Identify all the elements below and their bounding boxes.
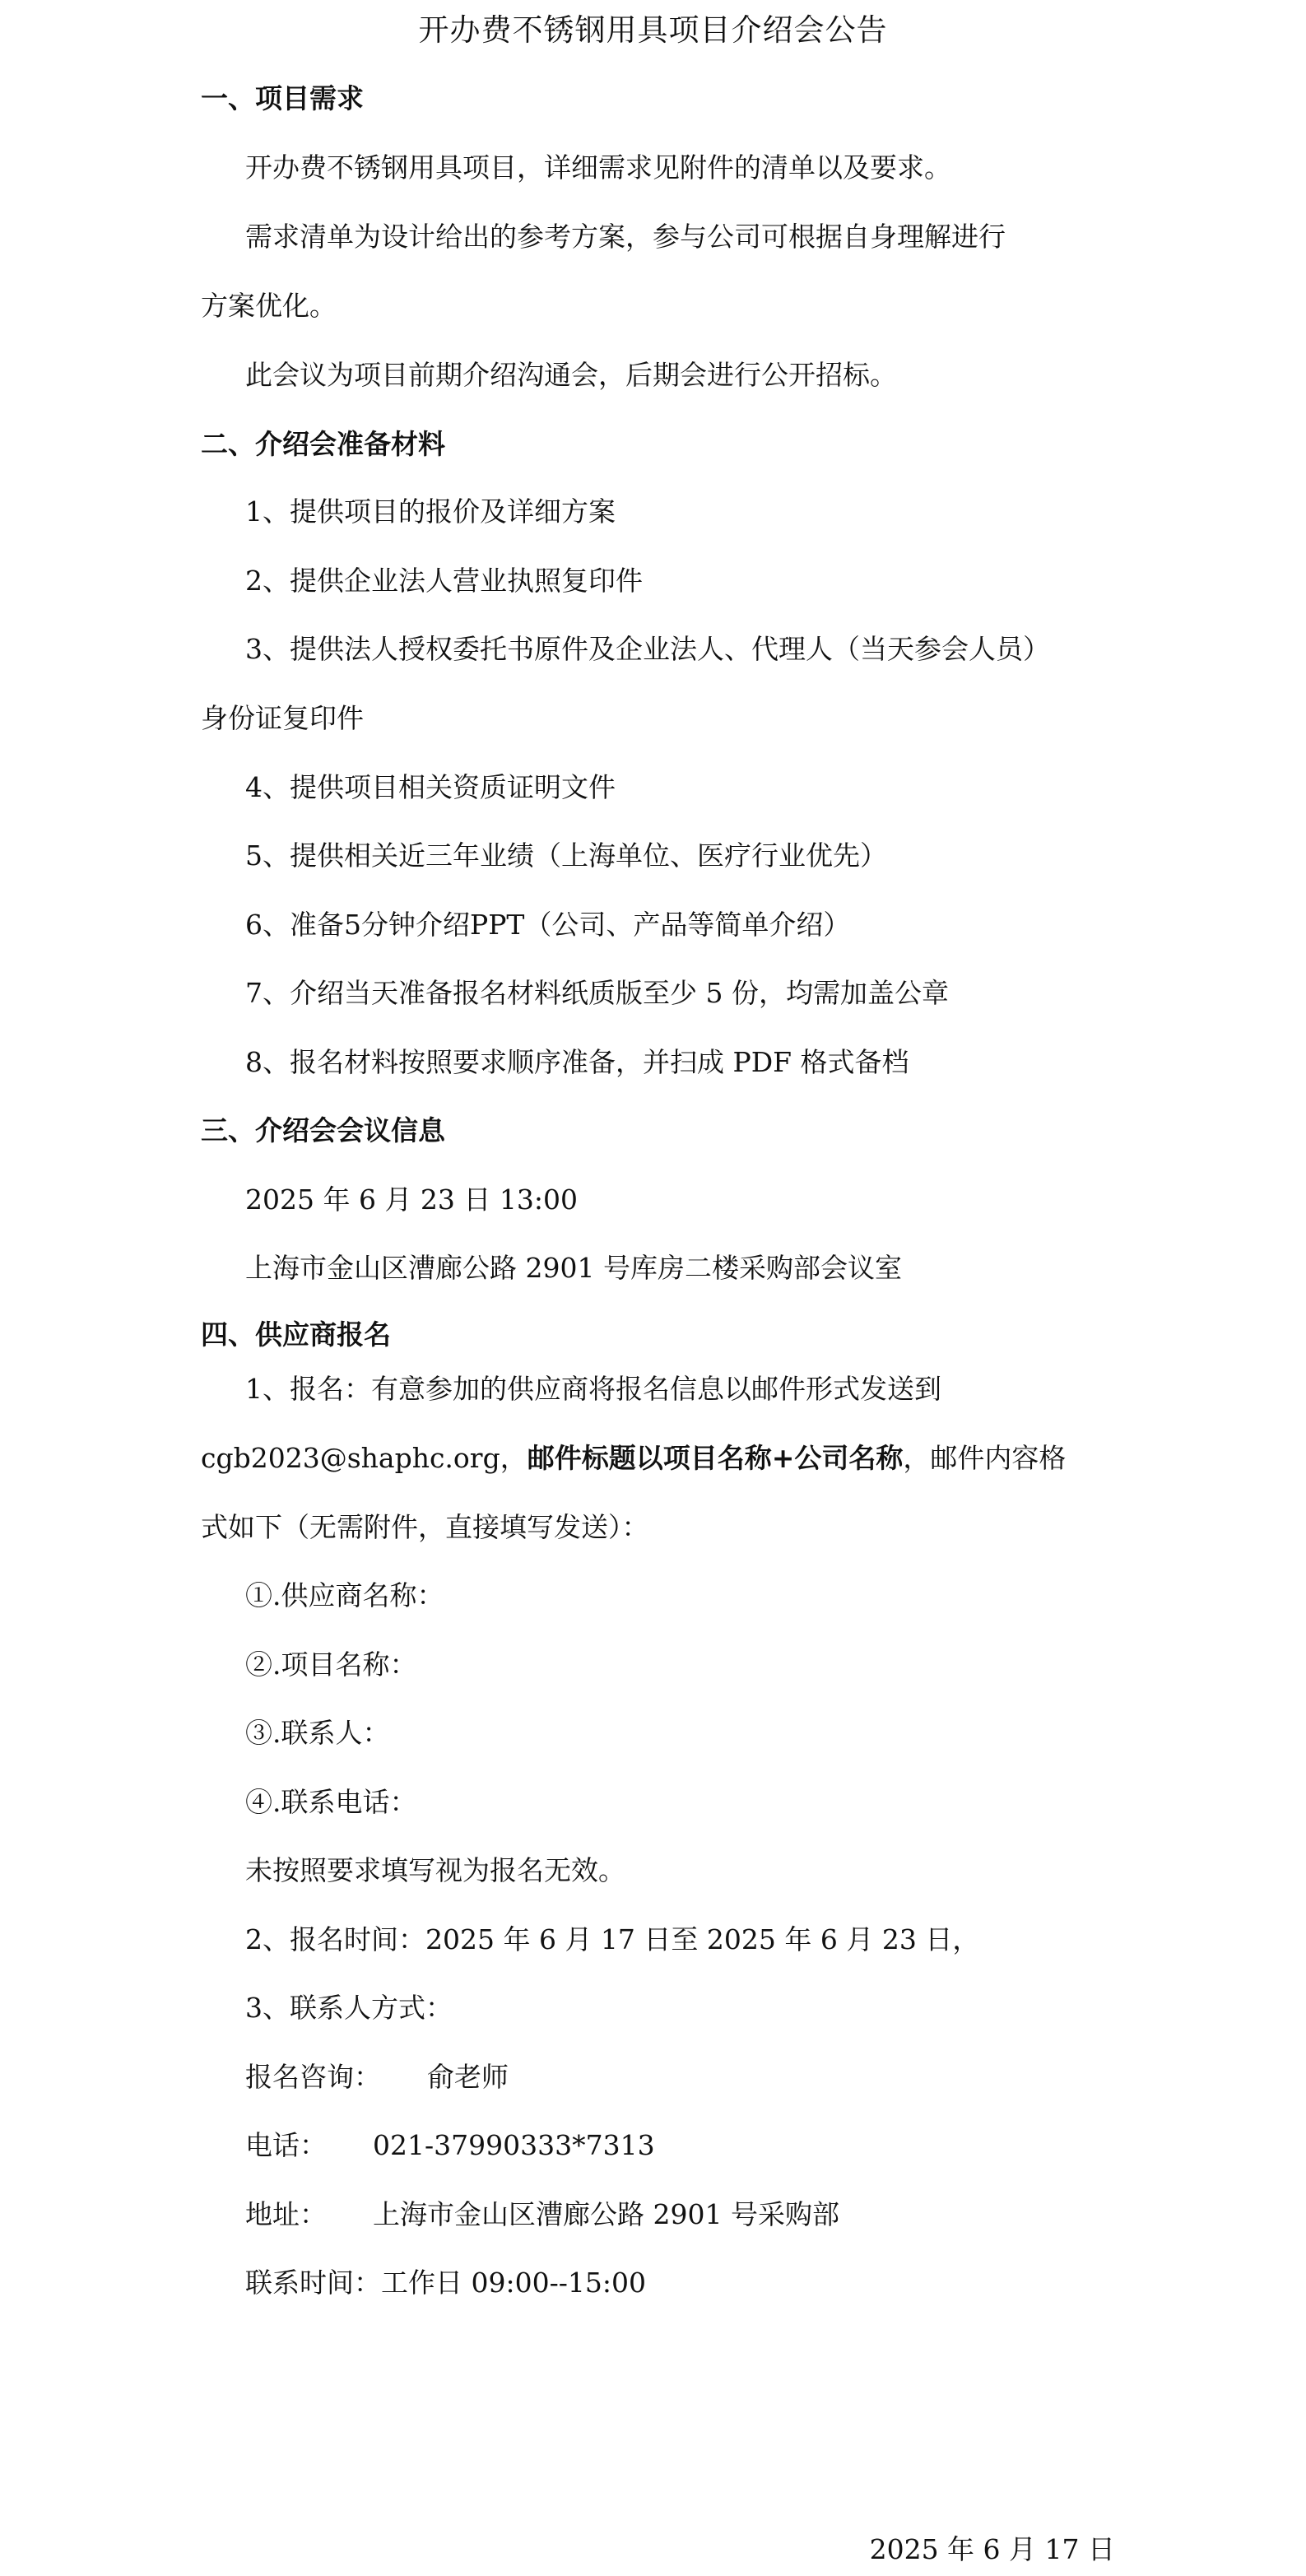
contact-heading: 3、联系人方式： — [245, 1992, 453, 2024]
contact-address-value: 上海市金山区漕廊公路 2901 号采购部 — [373, 2198, 839, 2230]
form-field-project-name: ②.项目名称： — [245, 1648, 417, 1681]
contact-address-label: 地址： — [245, 2198, 327, 2230]
paragraph: 式如下（无需附件，直接填写发送）： — [201, 1511, 649, 1543]
section-heading-materials: 二、介绍会准备材料 — [201, 428, 445, 460]
paragraph: 需求清单为设计给出的参考方案，参与公司可根据自身理解进行 — [245, 221, 1006, 253]
paragraph: 开办费不锈钢用具项目，详细需求见附件的清单以及要求。 — [245, 151, 951, 184]
registration-email[interactable]: cgb2023@shaphc.org， — [201, 1442, 528, 1474]
contact-address-row — [245, 2197, 839, 2233]
form-field-supplier-name: ①.供应商名称： — [245, 1579, 444, 1611]
list-item: 2、提供企业法人营业执照复印件 — [245, 565, 643, 597]
paragraph: 此会议为项目前期介绍沟通会，后期会进行公开招标。 — [245, 359, 897, 391]
list-item: 4、提供项目相关资质证明文件 — [245, 771, 616, 803]
subject-rule: 邮件标题以项目名称+公司名称 — [527, 1442, 904, 1474]
section-heading-requirements: 一、项目需求 — [201, 82, 364, 114]
list-item: 6、准备5分钟介绍PPT（公司、产品等简单介绍） — [245, 909, 851, 941]
paragraph: 1、报名：有意参加的供应商将报名信息以邮件形式发送到 — [245, 1373, 941, 1405]
contact-phone-label: 电话： — [245, 2129, 327, 2161]
page-title: 开办费不锈钢用具项目介绍会公告 — [418, 12, 888, 48]
document-date: 2025 年 6 月 17 日 — [869, 2533, 1115, 2565]
contact-phone-value[interactable]: 021-37990333*7313 — [373, 2129, 655, 2161]
contact-consult-row — [245, 2059, 509, 2095]
list-item: 8、报名材料按照要求顺序准备，并扫成 PDF 格式备档 — [245, 1046, 909, 1078]
section-heading-meeting-info: 三、介绍会会议信息 — [201, 1114, 445, 1146]
list-item: 3、提供法人授权委托书原件及企业法人、代理人（当天参会人员） — [245, 633, 1050, 665]
contact-phone-row — [245, 2127, 655, 2164]
list-item: 7、介绍当天准备报名材料纸质版至少 5 份，均需加盖公章 — [245, 977, 949, 1009]
contact-hours: 联系时间：工作日 09:00--15:00 — [245, 2267, 646, 2299]
meeting-location: 上海市金山区漕廊公路 2901 号库房二楼采购部会议室 — [245, 1252, 902, 1284]
paragraph-tail: ，邮件内容格 — [903, 1442, 1067, 1474]
registration-time: 2、报名时间：2025 年 6 月 17 日至 2025 年 6 月 23 日， — [245, 1923, 980, 1955]
paragraph: 方案优化。 — [201, 290, 337, 322]
form-field-contact-phone: ④.联系电话： — [245, 1786, 417, 1818]
registration-email-line — [201, 1440, 1066, 1476]
list-item: 身份证复印件 — [201, 702, 364, 734]
meeting-datetime: 2025 年 6 月 23 日 13:00 — [245, 1183, 579, 1216]
section-heading-registration: 四、供应商报名 — [201, 1318, 391, 1351]
list-item: 1、提供项目的报价及详细方案 — [245, 495, 616, 528]
contact-consult-label: 报名咨询： — [245, 2061, 381, 2093]
invalid-note: 未按照要求填写视为报名无效。 — [245, 1854, 625, 1886]
form-field-contact-person: ③.联系人： — [245, 1717, 390, 1749]
list-item: 5、提供相关近三年业绩（上海单位、医疗行业优先） — [245, 839, 887, 872]
contact-consult-value: 俞老师 — [427, 2061, 509, 2093]
